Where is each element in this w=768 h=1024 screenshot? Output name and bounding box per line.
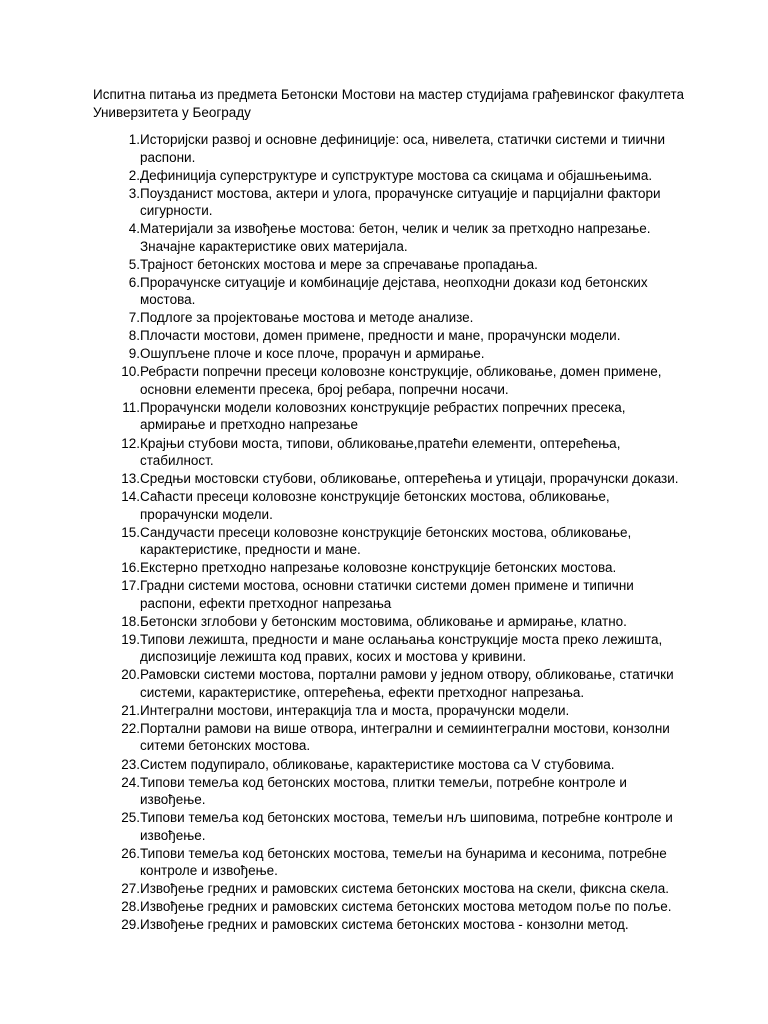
question-text: Поузданист мостова, актери и улога, прорачунске ситуације и парцијални фактори сигурности. bbox=[140, 185, 661, 219]
question-text: Историјски развој и основне дефиниције: оса, нивелета, статички системи и тиични распони. bbox=[140, 132, 666, 165]
question-number: 7. bbox=[128, 310, 140, 326]
question-number: 19. bbox=[121, 631, 140, 647]
question-number: 3. bbox=[128, 185, 140, 201]
question-text: Прорачунски модели коловозних конструкције ребрастих попречних пресека, армирање и претходно напрезање bbox=[140, 399, 626, 433]
question-text: Саћасти пресеци коловозне конструкције бетонских мостова, обликовање, прорачунски модели. bbox=[140, 489, 610, 522]
list-item bbox=[106, 666, 686, 701]
list-item bbox=[106, 559, 686, 577]
question-number: 18. bbox=[121, 613, 140, 629]
list-item bbox=[106, 399, 686, 434]
question-number: 15. bbox=[121, 524, 140, 540]
question-text: Типови темеља код бетонских мостова, темељи на бунарима и кесонима, потребне контроле и извођење. bbox=[140, 845, 667, 879]
question-number: 8. bbox=[128, 328, 140, 344]
question-text: Дефиниција суперструктуре и супструктуре мостова са скицама и објашњењима. bbox=[140, 167, 653, 183]
list-item bbox=[106, 345, 686, 363]
question-number: 25. bbox=[121, 810, 140, 826]
list-item bbox=[106, 309, 686, 327]
question-text: Прорачунске ситуације и комбинације дејстава, неопходни докази код бетонских мостова. bbox=[140, 274, 648, 308]
question-number: 2. bbox=[128, 167, 140, 183]
question-text: Систем подупирало, обликовање, карактеристике мостова са V стубовима. bbox=[140, 756, 615, 772]
question-number: 4. bbox=[128, 221, 140, 237]
list-item bbox=[106, 470, 686, 488]
question-text: Интегрални мостови, интеракција тла и моста, прорачунски модели. bbox=[140, 702, 570, 718]
question-number: 14. bbox=[121, 489, 140, 505]
list-item bbox=[106, 756, 686, 774]
list-item bbox=[106, 577, 686, 612]
question-number: 20. bbox=[121, 667, 140, 683]
question-text: Трајност бетонских мостова и мере за спречавање пропадања. bbox=[140, 256, 538, 272]
question-number: 13. bbox=[121, 471, 140, 487]
list-item bbox=[106, 524, 686, 559]
list-item bbox=[106, 256, 686, 274]
list-item bbox=[106, 774, 686, 809]
question-text: Типови темеља код бетонских мостова, темељи нљ шиповима, потребне контроле и извођење. bbox=[140, 810, 673, 843]
question-text: Типови темеља код бетонских мостова, плитки темељи, потребне контроле и извођење. bbox=[140, 774, 627, 808]
question-number: 28. bbox=[121, 899, 140, 915]
question-text: Извођење гредних и рамовских система бетонских мостова - конзолни метод. bbox=[140, 917, 629, 933]
list-item bbox=[106, 702, 686, 720]
question-number: 24. bbox=[121, 774, 140, 790]
question-text: Рамовски системи мостова, портални рамови у једном отвору, обликовање, статички системи, карактеристике, оптерећења, ефекти претходног напрезања. bbox=[140, 667, 674, 700]
list-item bbox=[106, 220, 686, 255]
question-number: 5. bbox=[128, 256, 140, 272]
list-item bbox=[106, 898, 686, 916]
list-item bbox=[106, 809, 686, 844]
question-number: 22. bbox=[121, 720, 140, 736]
question-text: Средњи мостовски стубови, обликовање, оптерећења и утицаји, прорачунски докази. bbox=[140, 471, 679, 487]
list-item bbox=[106, 845, 686, 880]
question-number: 16. bbox=[121, 560, 140, 576]
question-number: 12. bbox=[121, 435, 140, 451]
list-item bbox=[106, 488, 686, 523]
list-item bbox=[106, 631, 686, 666]
question-text: Ошупљене плоче и косе плоче, прорачун и армирање. bbox=[140, 346, 485, 362]
question-number: 27. bbox=[121, 881, 140, 897]
question-list bbox=[106, 131, 686, 934]
question-text: Портални рамови на више отвора, интегрални и семиинтегрални мостови, конзолни ситеми бетонских мостова. bbox=[140, 720, 670, 754]
question-text: Екстерно претходно напрезање коловозне конструкције бетонских мостова. bbox=[140, 560, 617, 576]
question-text: Плочасти мостови, домен примене, предности и мане, прорачунски модели. bbox=[140, 328, 621, 344]
question-number: 10. bbox=[121, 364, 140, 380]
question-text: Ребрасти попречни пресеци коловозне конструкције, обликовање, домен примене, основни елементи пресека, број ребара, попречни носачи. bbox=[140, 364, 662, 397]
list-item bbox=[106, 880, 686, 898]
list-item bbox=[106, 167, 686, 185]
question-text: Типови лежишта, предности и мане ослањања конструкције моста преко лежишта, диспозиције лежишта код правих, косих и мостова у кривини. bbox=[140, 631, 663, 665]
list-item bbox=[106, 613, 686, 631]
question-number: 21. bbox=[121, 702, 140, 718]
question-number: 11. bbox=[122, 399, 140, 415]
question-number: 23. bbox=[121, 756, 140, 772]
question-number: 17. bbox=[121, 578, 140, 594]
question-text: Градни системи мостова, основни статички системи домен примене и типични распони, ефекти претходног напрезања bbox=[140, 578, 634, 611]
list-item bbox=[106, 274, 686, 309]
question-text: Извођење гредних и рамовских система бетонских мостова методом поље по поље. bbox=[140, 899, 672, 915]
list-item bbox=[106, 720, 686, 755]
list-item bbox=[106, 327, 686, 345]
question-text: Бетонски зглобови у бетонским мостовима, обликовање и армирање, клатно. bbox=[140, 613, 627, 629]
list-item bbox=[106, 131, 686, 166]
question-number: 29. bbox=[121, 917, 140, 933]
question-number: 9. bbox=[128, 346, 140, 362]
list-item bbox=[106, 916, 686, 934]
list-item bbox=[106, 435, 686, 470]
question-number: 6. bbox=[128, 274, 140, 290]
question-text: Извођење гредних и рамовских система бетонских мостова на скели, фиксна скела. bbox=[140, 881, 669, 897]
list-item bbox=[106, 185, 686, 220]
question-text: Подлоге за пројектовање мостова и методе анализе. bbox=[140, 310, 474, 326]
question-number: 26. bbox=[121, 845, 140, 861]
question-text: Сандучасти пресеци коловозне конструкције бетонских мостова, обликовање, карактеристике, предности и мане. bbox=[140, 524, 632, 558]
question-text: Крајњи стубови моста, типови, обликовање,пратећи елементи, оптерећења, стабилност. bbox=[140, 435, 621, 469]
question-text: Материјали за извођење мостова: бетон, челик и челик за претходно напрезање. Значајне карактеристике ових материјала. bbox=[140, 221, 651, 254]
question-number: 1. bbox=[128, 132, 140, 147]
list-item bbox=[106, 363, 686, 398]
document-title: Испитна питања из предмета Бетонски Мостови на мастер студијама грађевинског факултета Универзитета у Београду bbox=[93, 87, 685, 120]
